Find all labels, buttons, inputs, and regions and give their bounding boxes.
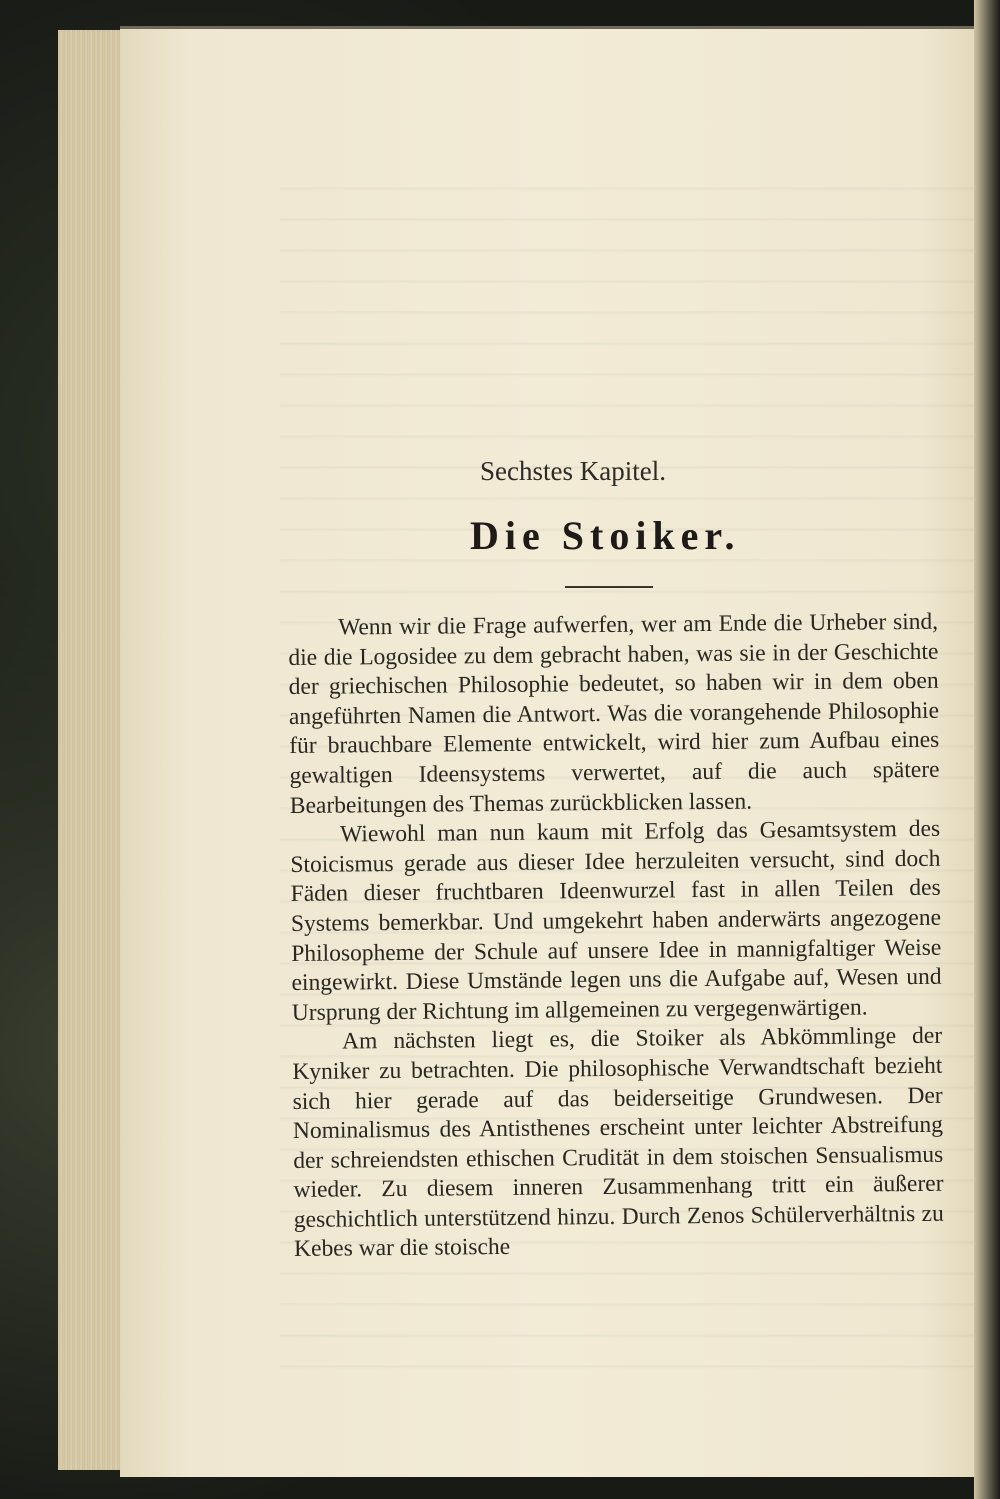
- chapter-label: Sechstes Kapitel.: [480, 456, 666, 486]
- paragraph: Am nächsten liegt es, die Stoiker als Abkömmlinge der Kyniker zu betrachten. Die philosophische Verwandtschaft bezieht sich hier gerade auf das beiderseitige Grundwesen. Der Nominalismus des Antisthenes erscheint unter leichter Abstreifung der schreiendsten ethischen Crudität in dem stoischen Sensualismus wieder. Zu diesem inneren Zusammenhang tritt ein äußerer geschichtlich unterstützend hinzu. Durch Zenos Schülerverhältnis zu Kebes war die stoische: [292, 1023, 944, 1263]
- body-text: [288, 608, 944, 1265]
- page-right-edge: [974, 0, 1000, 1499]
- paragraph: Wenn wir die Frage aufwerfen, wer am Ende die Urheber sind, die die Logosidee zu dem gebracht haben, was sie in der Geschichte der griechischen Philosophie bedeutet, so haben wir in dem oben angeführten Namen die Antwort. Was die vorangehende Philosophie für brauchbare Elemente entwickelt, wird hier zum Aufbau eines gewaltigen Ideensystems verwertet, auf die auch spätere Bearbeitungen des Themas zurückblicken lassen.: [288, 608, 940, 819]
- title-rule: [565, 586, 653, 588]
- paragraph: Wiewohl man nun kaum mit Erfolg das Gesamtsystem des Stoicismus gerade aus dieser Idee herzuleiten versucht, sind doch Fäden dieser fruchtbaren Ideenwurzel fast in allen Teilen des Systems bemerkbar. Und umgekehrt haben anderwärts angezogene Philosopheme der Schule auf unsere Idee in mannigfaltiger Weise eingewirkt. Diese Umstände legen uns die Aufgabe auf, Wesen und Ursprung der Richtung im allgemeinen zu vergegenwärtigen.: [290, 815, 942, 1026]
- chapter-title: Die Stoiker.: [470, 513, 741, 558]
